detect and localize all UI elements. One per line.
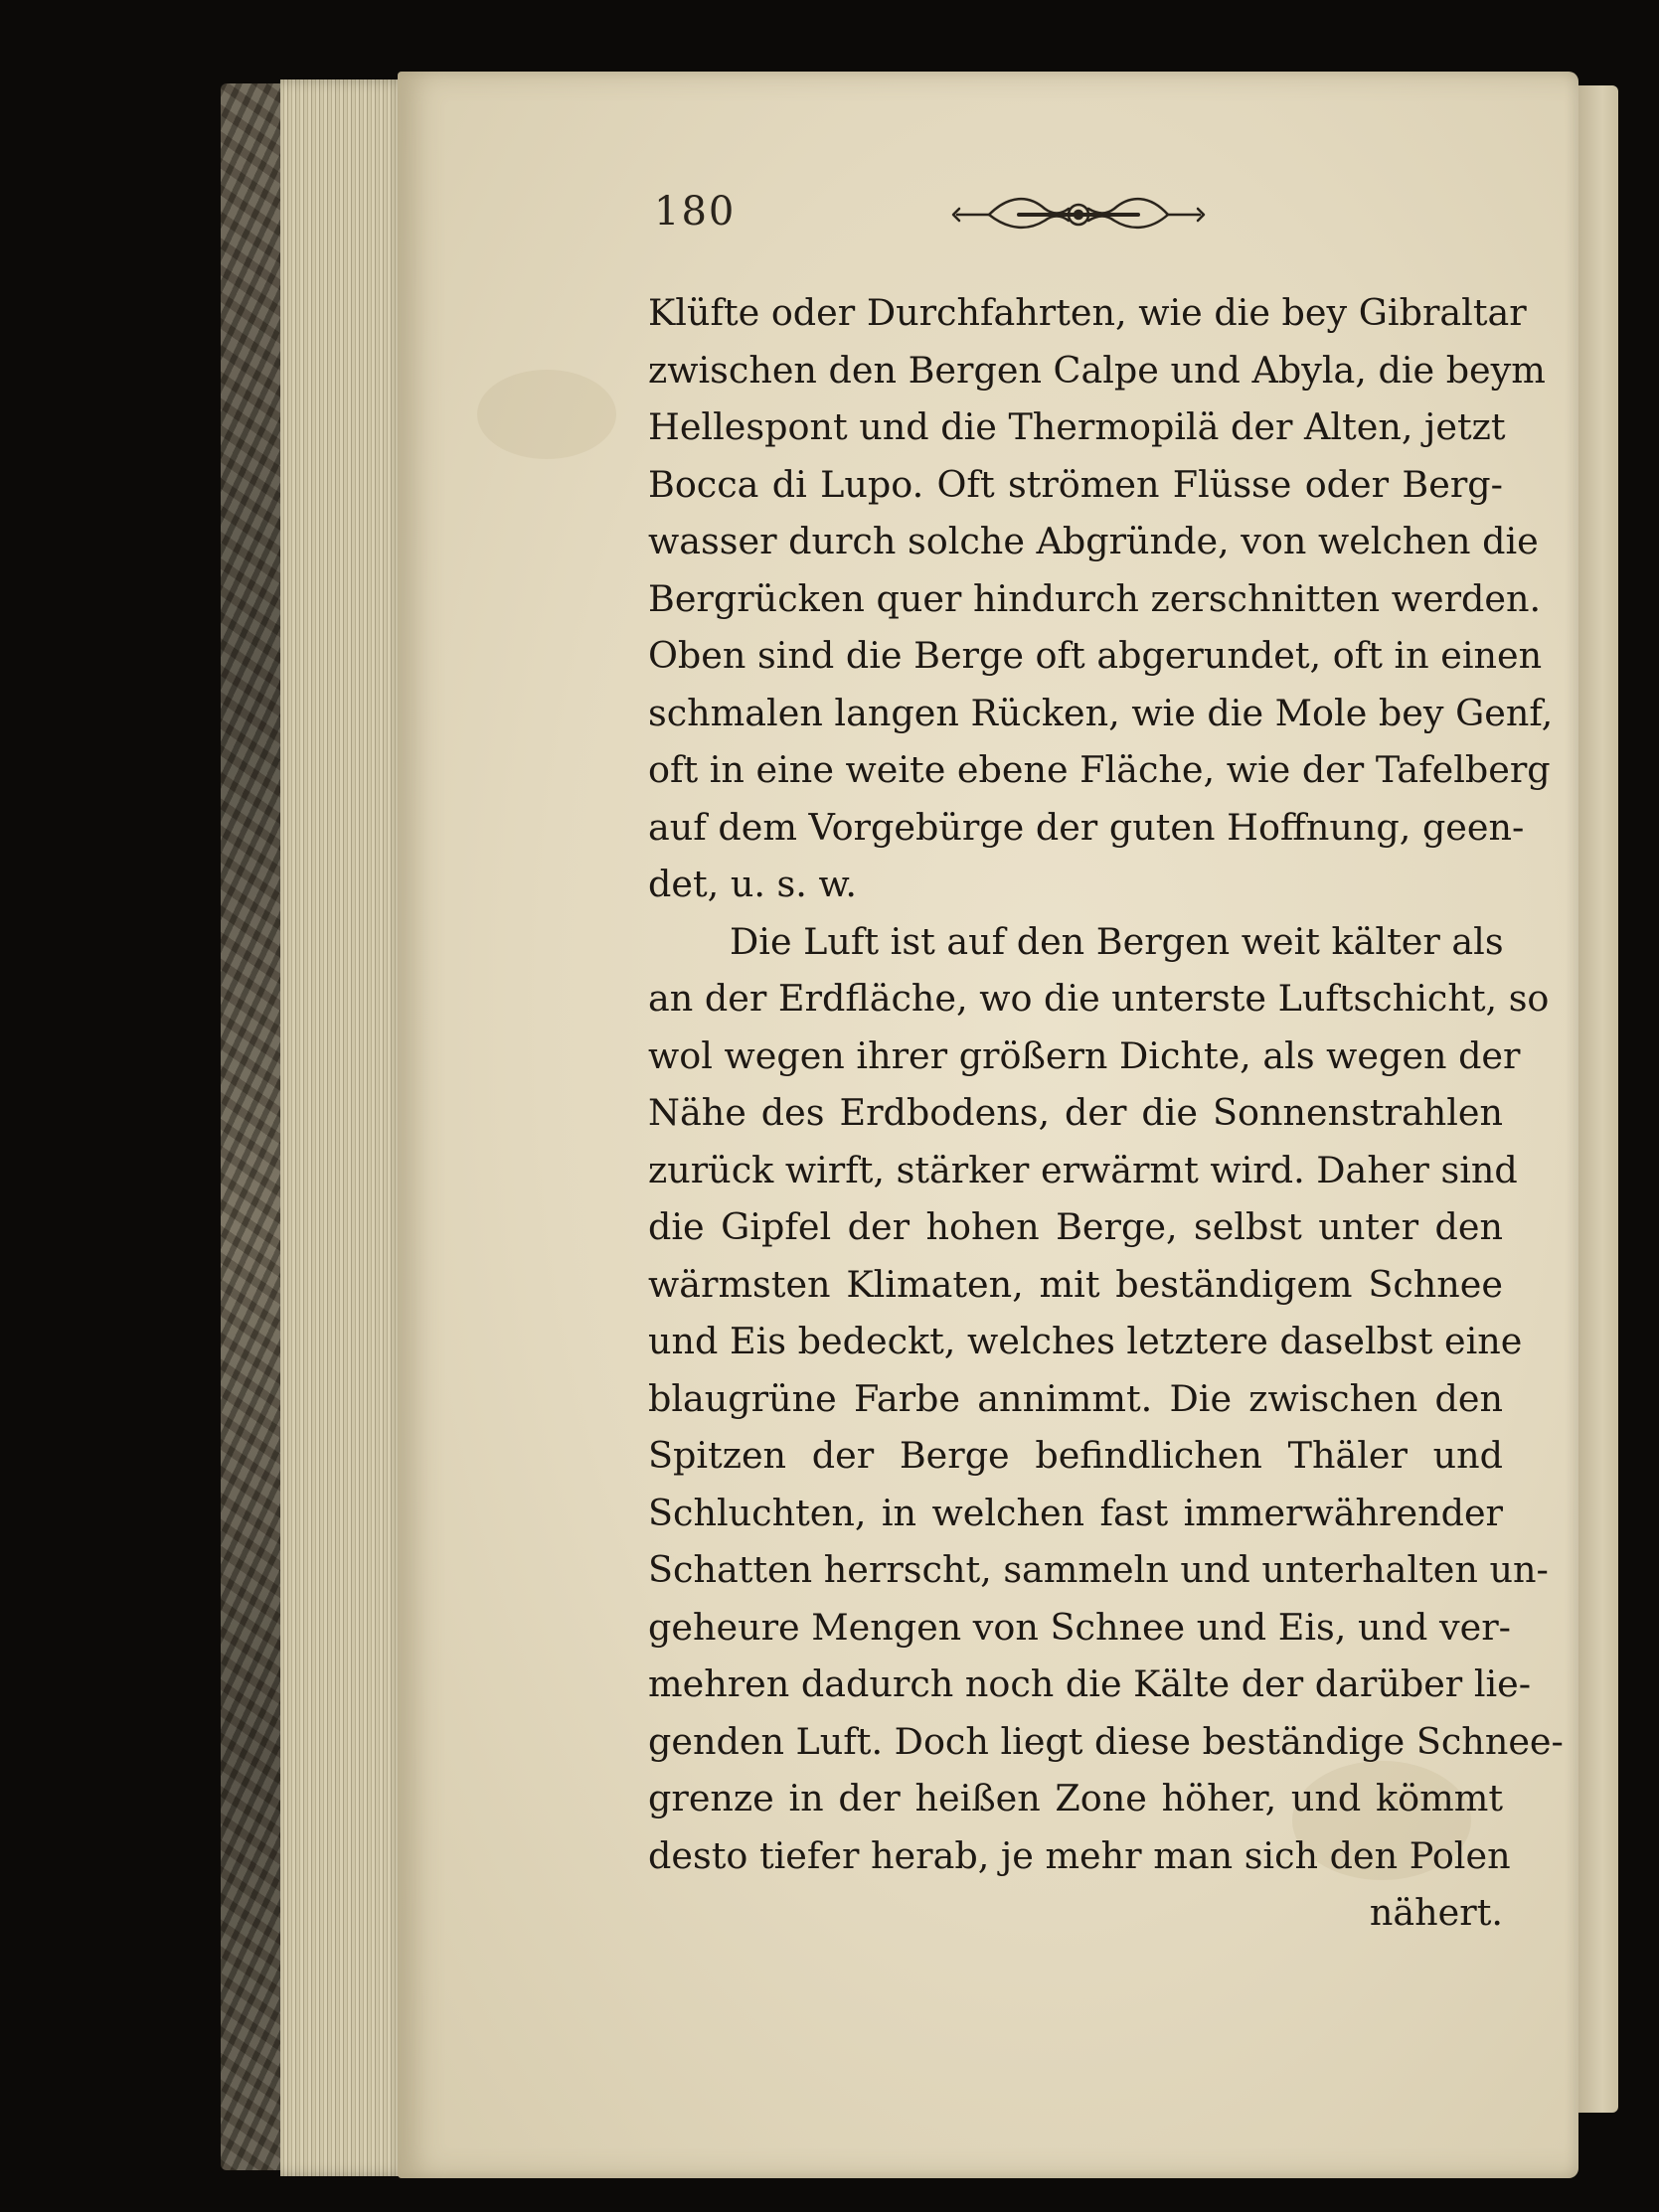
text-line: Nähe des Erdbodens, der die Sonnenstrahlen — [648, 1091, 1503, 1134]
marbled-cover — [221, 83, 282, 2170]
text-line: Hellespont und die Thermopilä der Alten, jetzt — [648, 405, 1506, 448]
text-line: Klüfte oder Durchfahrten, wie die bey Gibraltar — [648, 291, 1527, 334]
text-line: wasser durch solche Abgründe, von welchen die — [648, 520, 1539, 562]
text-line: wärmsten Klimaten, mit beständigem Schnee — [648, 1262, 1503, 1306]
text-line: wol wegen ihrer größern Dichte, als wegen der — [648, 1033, 1521, 1077]
text-line: Bergrücken quer hindurch zerschnitten werden. — [648, 576, 1542, 620]
text-line: blaugrüne Farbe annimmt. Die zwischen den — [648, 1376, 1503, 1420]
text-line: schmalen langen Rücken, wie die Mole bey Genf, — [648, 691, 1554, 734]
text-line: nähert. — [1369, 1891, 1503, 1934]
text-line: det, u. s. w. — [648, 863, 857, 905]
paper-stain — [477, 370, 616, 459]
facing-page-edge — [1578, 85, 1618, 2113]
body-text — [648, 284, 1564, 1942]
page-number: 180 — [654, 189, 737, 235]
text-line: mehren dadurch noch die Kälte der darüber lie- — [648, 1662, 1532, 1705]
text-line: grenze in der heißen Zone höher, und kömmt — [648, 1777, 1503, 1819]
text-line: Oben sind die Berge oft abgerundet, oft in einen — [648, 634, 1543, 677]
text-line: genden Luft. Doch liegt diese beständige Schnee- — [648, 1719, 1564, 1763]
text-line: an der Erdfläche, wo die unterste Luftschicht, so — [648, 977, 1550, 1020]
text-line: geheure Mengen von Schnee und Eis, und ver- — [648, 1605, 1511, 1649]
text-line: auf dem Vorgebürge der guten Hoffnung, geen- — [648, 805, 1525, 849]
text-line: die Gipfel der hohen Berge, selbst unter den — [648, 1205, 1503, 1248]
text-line: Schluchten, in welchen fast immerwährender — [648, 1491, 1503, 1534]
text-line: desto tiefer herab, je mehr man sich den Polen — [648, 1833, 1511, 1877]
text-line: Schatten herrscht, sammeln und unterhalten un- — [648, 1548, 1549, 1591]
decorative-flourish-icon — [949, 185, 1208, 240]
text-line: zwischen den Bergen Calpe und Abyla, die beym — [648, 348, 1546, 392]
text-line: und Eis bedeckt, welches letztere daselbst eine — [648, 1320, 1523, 1362]
text-line: Spitzen der Berge befindlichen Thäler und — [648, 1434, 1503, 1477]
text-line: Bocca di Lupo. Oft strömen Flüsse oder Berg- — [648, 462, 1503, 506]
text-line: zurück wirft, stärker erwärmt wird. Daher sind — [648, 1148, 1518, 1191]
page-stack-edges — [280, 79, 410, 2176]
text-line: Die Luft ist auf den Bergen weit kälter als — [730, 919, 1504, 963]
text-line: oft in eine weite ebene Fläche, wie der Tafelberg — [648, 748, 1551, 791]
